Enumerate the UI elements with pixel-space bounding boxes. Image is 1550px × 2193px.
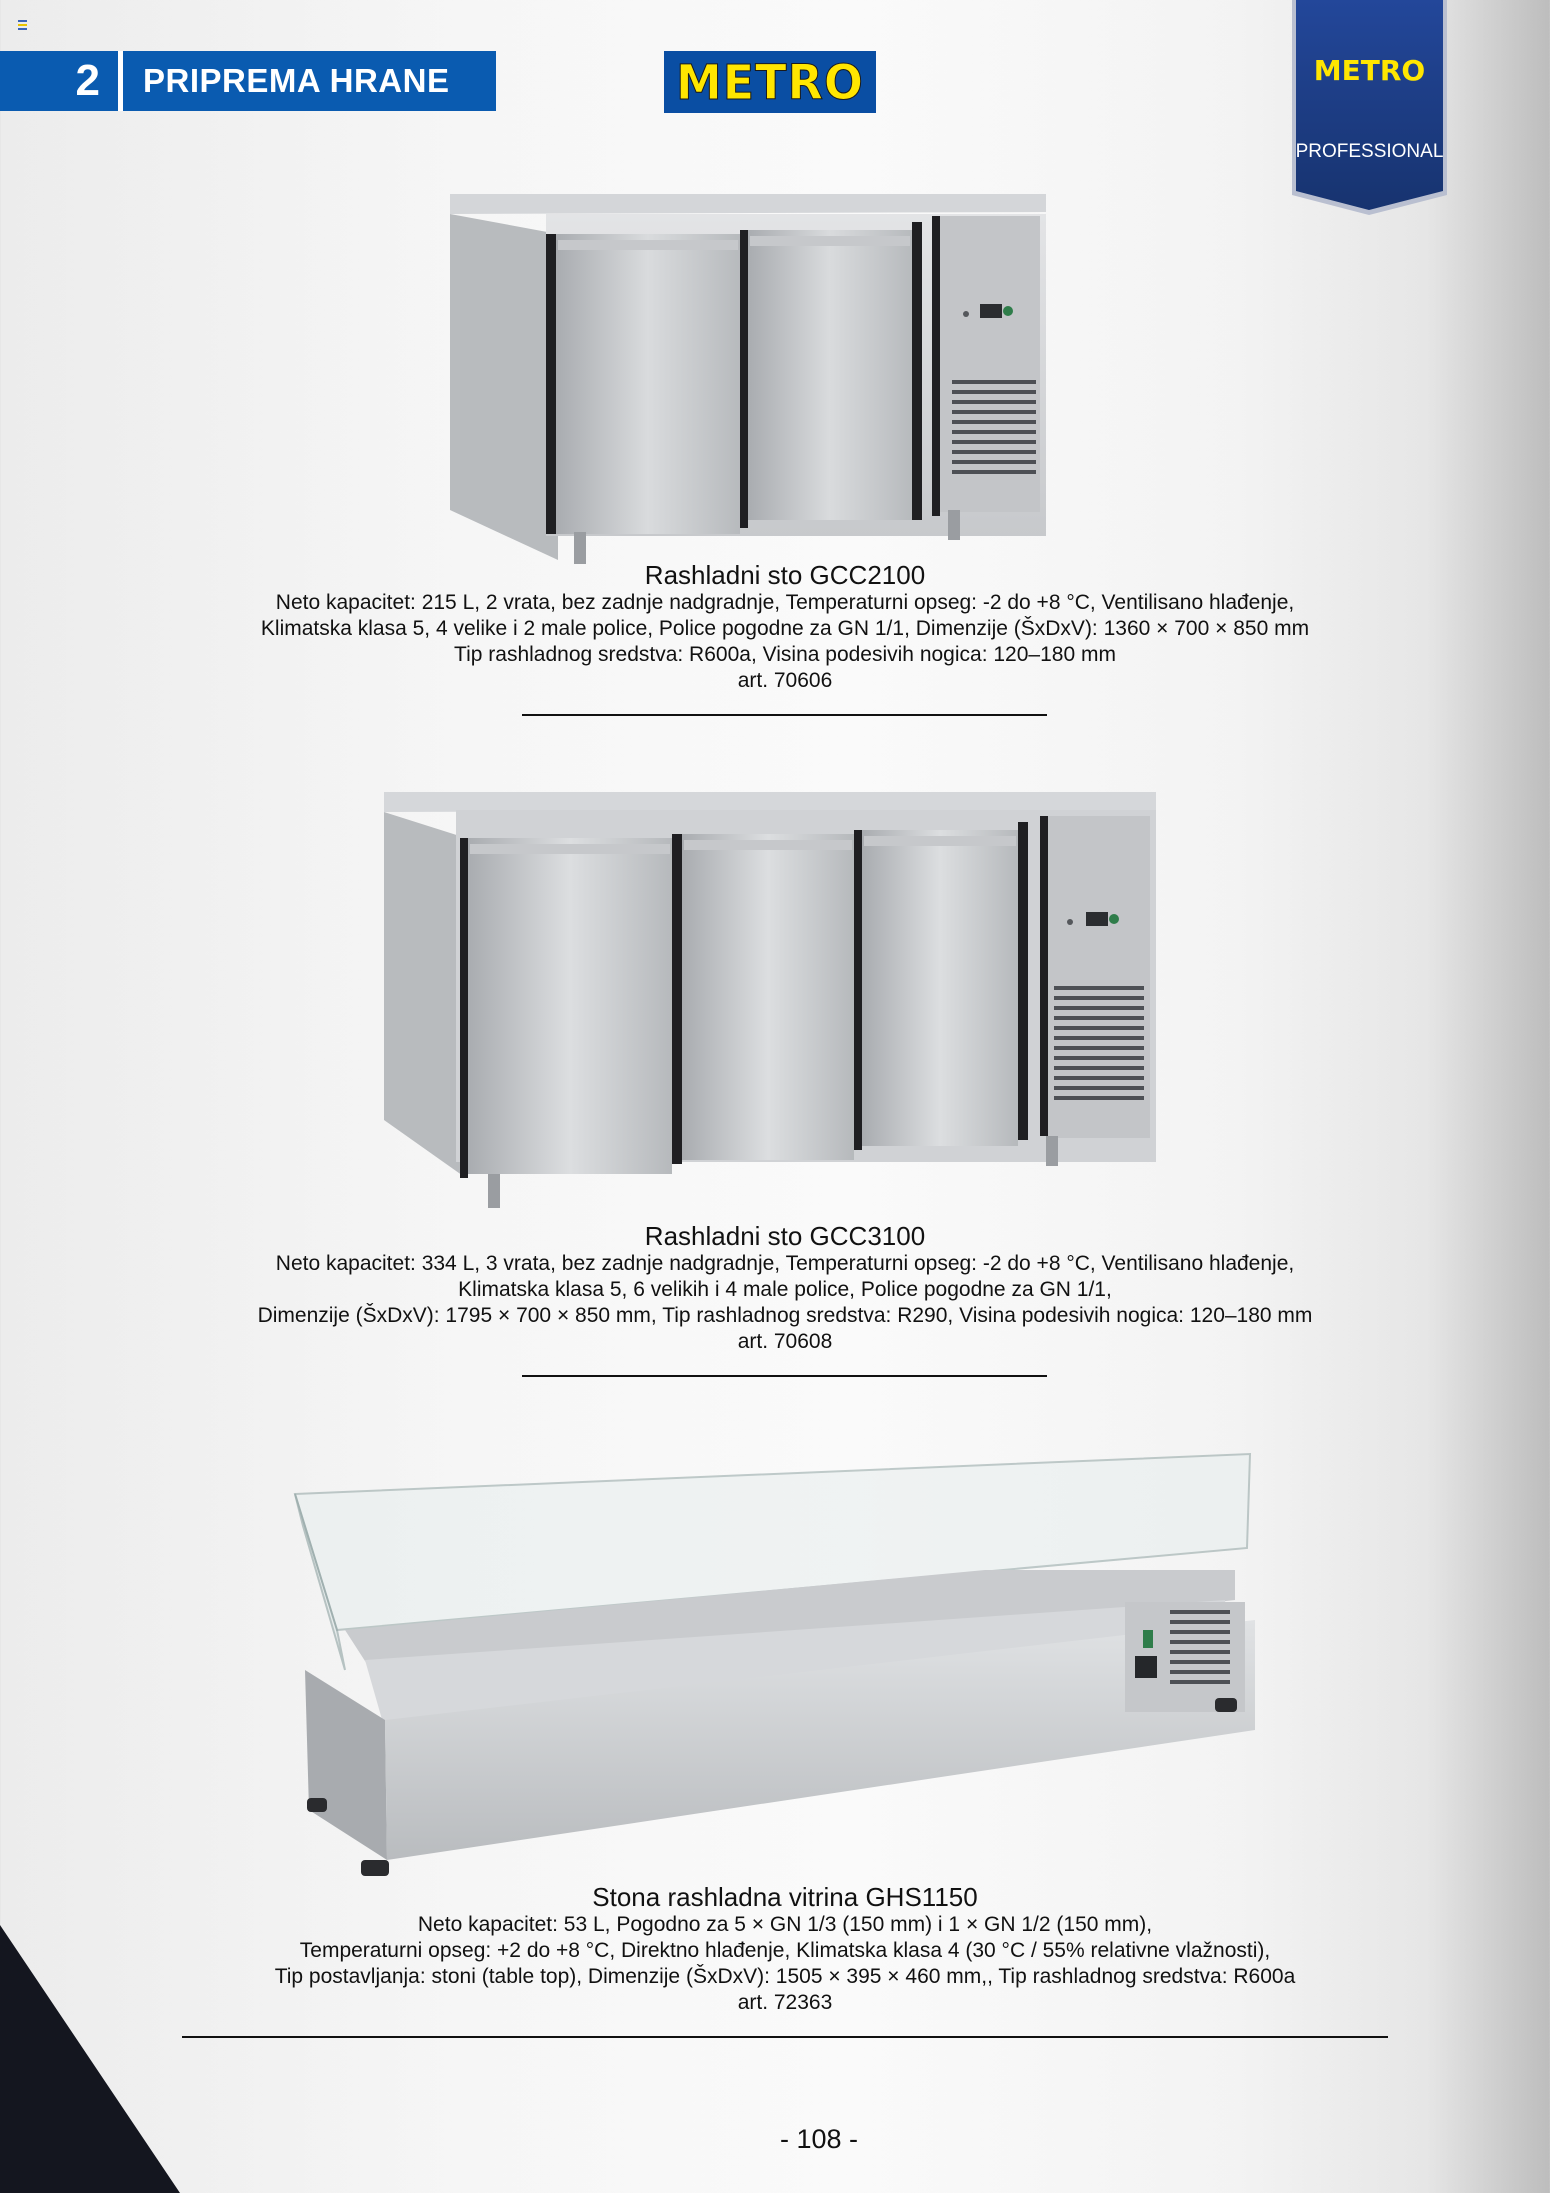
product-title: Rashladni sto GCC2100 (644, 560, 926, 590)
metro-logo-text: METRO (675, 53, 865, 111)
product-info-gcc3100 (160, 1221, 1410, 1355)
badge-professional-text: PROFESSIONAL (1295, 141, 1444, 162)
chapter-header (0, 51, 496, 111)
product-spec-line: Neto kapacitet: 334 L, 3 vrata, bez zadnje nadgradnje, Temperaturni opseg: -2 do +8 °C, Ventilisano hlađenje, (275, 1252, 1295, 1275)
product-spec-line: Klimatska klasa 5, 6 velikih i 4 male police, Police pogodne za GN 1/1, (458, 1278, 1112, 1301)
product-spec-line: Klimatska klasa 5, 4 velike i 2 male police, Police pogodne za GN 1/1, Dimenzije (ŠxDxV): 1360 × 700 × 850 mm (260, 617, 1310, 640)
product-spec-line: Tip postavljanja: stoni (table top), Dimenzije (ŠxDxV): 1505 × 395 × 460 mm,, Tip rashladnog sredstva: R600a (274, 1965, 1296, 1988)
chapter-number: 2 (0, 51, 118, 111)
product-image-gcc2100 (440, 180, 1060, 600)
product-spec-line: Temperaturni opseg: +2 do +8 °C, Direktno hlađenje, Klimatska klasa 4 (30 °C / 55% relativne vlažnosti), (299, 1939, 1271, 1962)
product-title: Rashladni sto GCC3100 (644, 1221, 926, 1251)
product-spec-line: Dimenzije (ŠxDxV): 1795 × 700 × 850 mm, Tip rashladnog sredstva: R290, Visina podesivih nogica: 120–180 mm (257, 1304, 1313, 1327)
chapter-title: PRIPREMA HRANE (123, 51, 496, 111)
product-spec-line: Neto kapacitet: 53 L, Pogodno za 5 × GN 1/3 (150 mm) i 1 × GN 1/2 (150 mm), (417, 1913, 1153, 1936)
product-article-number: art. 70606 (737, 669, 833, 692)
product-article-number: art. 70608 (737, 1330, 833, 1353)
page-number: - 108 - (779, 2124, 859, 2154)
product-image-gcc3100 (380, 780, 1160, 1220)
product-image-ghs1150 (285, 1430, 1265, 1890)
product-spec-line: Neto kapacitet: 215 L, 2 vrata, bez zadnje nadgradnje, Temperaturni opseg: -2 do +8 °C, Ventilisano hlađenje, (275, 591, 1295, 614)
product-spec-line: Tip rashladnog sredstva: R600a, Visina podesivih nogica: 120–180 mm (454, 643, 1116, 666)
metro-logo (664, 51, 876, 113)
section-divider (522, 714, 1047, 716)
product-info-gcc2100 (160, 560, 1410, 694)
badge-shield-icon (1292, 0, 1447, 215)
badge-metro-text: METRO (1313, 54, 1426, 87)
section-divider (182, 2036, 1388, 2038)
product-info-ghs1150 (160, 1882, 1410, 2016)
section-divider (522, 1375, 1047, 1377)
menu-icon (18, 20, 27, 32)
product-article-number: art. 72363 (737, 1991, 833, 2014)
product-title: Stona rashladna vitrina GHS1150 (592, 1882, 978, 1912)
metro-professional-badge (1292, 0, 1447, 215)
